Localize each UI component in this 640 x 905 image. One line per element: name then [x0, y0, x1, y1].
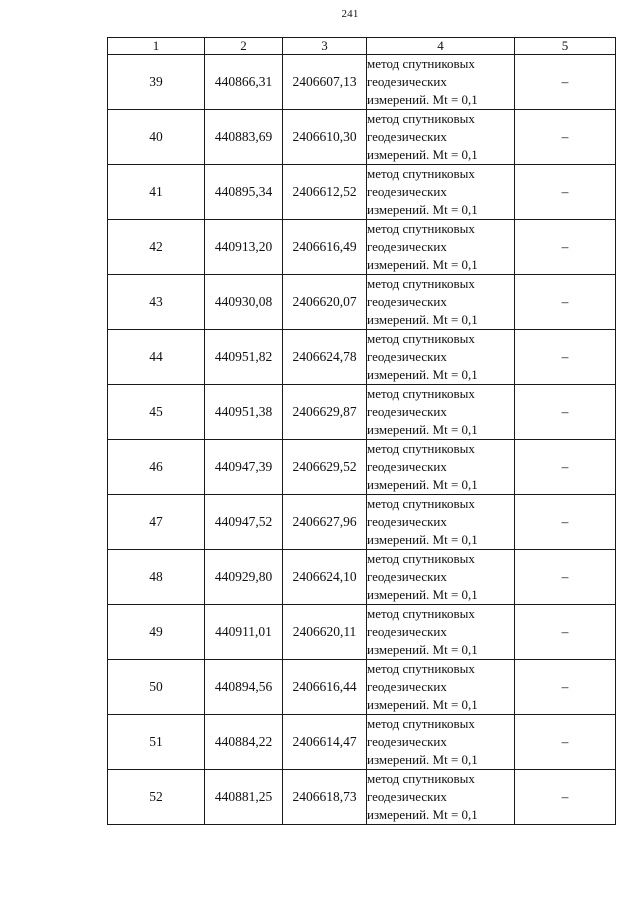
method-line: измерений. Mt = 0,1 [367, 367, 478, 382]
x-coordinate-cell: 440884,22 [205, 715, 283, 770]
method-cell [367, 495, 515, 550]
column-header: 1 [108, 38, 205, 55]
column-header: 2 [205, 38, 283, 55]
x-coordinate-cell: 440895,34 [205, 165, 283, 220]
point-number-cell: 39 [108, 55, 205, 110]
method-line: измерений. Mt = 0,1 [367, 697, 478, 712]
note-cell: – [515, 110, 616, 165]
note-cell: – [515, 220, 616, 275]
coordinates-table [107, 37, 616, 825]
y-coordinate-cell: 2406607,13 [283, 55, 367, 110]
method-line: метод спутниковых [367, 111, 475, 126]
table-row [108, 550, 616, 605]
method-line: измерений. Mt = 0,1 [367, 752, 478, 767]
x-coordinate-cell: 440894,56 [205, 660, 283, 715]
page-number: 241 [341, 8, 359, 20]
point-number-cell: 46 [108, 440, 205, 495]
method-line: метод спутниковых [367, 441, 475, 456]
method-line: метод спутниковых [367, 551, 475, 566]
point-number-cell: 41 [108, 165, 205, 220]
method-line: метод спутниковых [367, 771, 475, 786]
method-line: измерений. Mt = 0,1 [367, 532, 478, 547]
method-line: измерений. Mt = 0,1 [367, 147, 478, 162]
note-cell: – [515, 660, 616, 715]
point-number-cell: 48 [108, 550, 205, 605]
y-coordinate-cell: 2406610,30 [283, 110, 367, 165]
x-coordinate-cell: 440929,80 [205, 550, 283, 605]
method-cell [367, 770, 515, 825]
method-line: измерений. Mt = 0,1 [367, 807, 478, 822]
method-cell [367, 605, 515, 660]
method-cell [367, 330, 515, 385]
table-header [108, 38, 616, 55]
header-row [108, 38, 616, 55]
method-cell [367, 385, 515, 440]
column-header: 3 [283, 38, 367, 55]
method-line: геодезических [367, 569, 447, 584]
y-coordinate-cell: 2406629,87 [283, 385, 367, 440]
note-cell: – [515, 330, 616, 385]
note-cell: – [515, 165, 616, 220]
point-number-cell: 44 [108, 330, 205, 385]
method-line: измерений. Mt = 0,1 [367, 257, 478, 272]
method-line: измерений. Mt = 0,1 [367, 202, 478, 217]
method-line: геодезических [367, 789, 447, 804]
y-coordinate-cell: 2406624,78 [283, 330, 367, 385]
note-cell: – [515, 605, 616, 660]
table-row [108, 770, 616, 825]
x-coordinate-cell: 440866,31 [205, 55, 283, 110]
point-number-cell: 40 [108, 110, 205, 165]
x-coordinate-cell: 440947,52 [205, 495, 283, 550]
method-line: метод спутниковых [367, 661, 475, 676]
note-cell: – [515, 275, 616, 330]
table-row [108, 605, 616, 660]
method-cell [367, 660, 515, 715]
method-line: метод спутниковых [367, 221, 475, 236]
method-line: метод спутниковых [367, 386, 475, 401]
method-line: измерений. Mt = 0,1 [367, 587, 478, 602]
method-line: измерений. Mt = 0,1 [367, 477, 478, 492]
method-cell [367, 110, 515, 165]
method-line: геодезических [367, 349, 447, 364]
point-number-cell: 49 [108, 605, 205, 660]
method-line: геодезических [367, 294, 447, 309]
y-coordinate-cell: 2406629,52 [283, 440, 367, 495]
table-row [108, 495, 616, 550]
table-row [108, 220, 616, 275]
x-coordinate-cell: 440883,69 [205, 110, 283, 165]
note-cell: – [515, 55, 616, 110]
point-number-cell: 45 [108, 385, 205, 440]
method-line: метод спутниковых [367, 56, 475, 71]
x-coordinate-cell: 440911,01 [205, 605, 283, 660]
y-coordinate-cell: 2406618,73 [283, 770, 367, 825]
x-coordinate-cell: 440913,20 [205, 220, 283, 275]
point-number-cell: 42 [108, 220, 205, 275]
point-number-cell: 47 [108, 495, 205, 550]
x-coordinate-cell: 440951,38 [205, 385, 283, 440]
method-line: геодезических [367, 514, 447, 529]
table-row [108, 385, 616, 440]
column-header: 4 [367, 38, 515, 55]
method-line: геодезических [367, 184, 447, 199]
method-line: метод спутниковых [367, 166, 475, 181]
method-line: измерений. Mt = 0,1 [367, 92, 478, 107]
method-line: метод спутниковых [367, 276, 475, 291]
method-line: метод спутниковых [367, 716, 475, 731]
method-cell [367, 550, 515, 605]
point-number-cell: 50 [108, 660, 205, 715]
method-line: геодезических [367, 624, 447, 639]
method-line: геодезических [367, 679, 447, 694]
y-coordinate-cell: 2406620,07 [283, 275, 367, 330]
x-coordinate-cell: 440947,39 [205, 440, 283, 495]
method-line: измерений. Mt = 0,1 [367, 642, 478, 657]
y-coordinate-cell: 2406616,44 [283, 660, 367, 715]
method-cell [367, 715, 515, 770]
method-line: геодезических [367, 404, 447, 419]
x-coordinate-cell: 440881,25 [205, 770, 283, 825]
note-cell: – [515, 770, 616, 825]
y-coordinate-cell: 2406627,96 [283, 495, 367, 550]
point-number-cell: 51 [108, 715, 205, 770]
method-line: метод спутниковых [367, 331, 475, 346]
method-line: геодезических [367, 239, 447, 254]
note-cell: – [515, 715, 616, 770]
method-line: геодезических [367, 129, 447, 144]
y-coordinate-cell: 2406612,52 [283, 165, 367, 220]
table-row [108, 55, 616, 110]
note-cell: – [515, 440, 616, 495]
method-cell [367, 55, 515, 110]
table-body [108, 55, 616, 825]
method-line: метод спутниковых [367, 496, 475, 511]
method-line: измерений. Mt = 0,1 [367, 422, 478, 437]
note-cell: – [515, 385, 616, 440]
y-coordinate-cell: 2406614,47 [283, 715, 367, 770]
method-line: геодезических [367, 74, 447, 89]
y-coordinate-cell: 2406620,11 [283, 605, 367, 660]
table-row [108, 440, 616, 495]
point-number-cell: 43 [108, 275, 205, 330]
x-coordinate-cell: 440930,08 [205, 275, 283, 330]
point-number-cell: 52 [108, 770, 205, 825]
method-cell [367, 220, 515, 275]
note-cell: – [515, 495, 616, 550]
method-line: геодезических [367, 734, 447, 749]
x-coordinate-cell: 440951,82 [205, 330, 283, 385]
table-row [108, 165, 616, 220]
table-row [108, 715, 616, 770]
method-cell [367, 275, 515, 330]
method-line: метод спутниковых [367, 606, 475, 621]
method-cell [367, 440, 515, 495]
method-line: геодезических [367, 459, 447, 474]
table-row [108, 110, 616, 165]
y-coordinate-cell: 2406616,49 [283, 220, 367, 275]
column-header: 5 [515, 38, 616, 55]
table-row [108, 275, 616, 330]
method-line: измерений. Mt = 0,1 [367, 312, 478, 327]
table-row [108, 330, 616, 385]
y-coordinate-cell: 2406624,10 [283, 550, 367, 605]
note-cell: – [515, 550, 616, 605]
method-cell [367, 165, 515, 220]
table-row [108, 660, 616, 715]
